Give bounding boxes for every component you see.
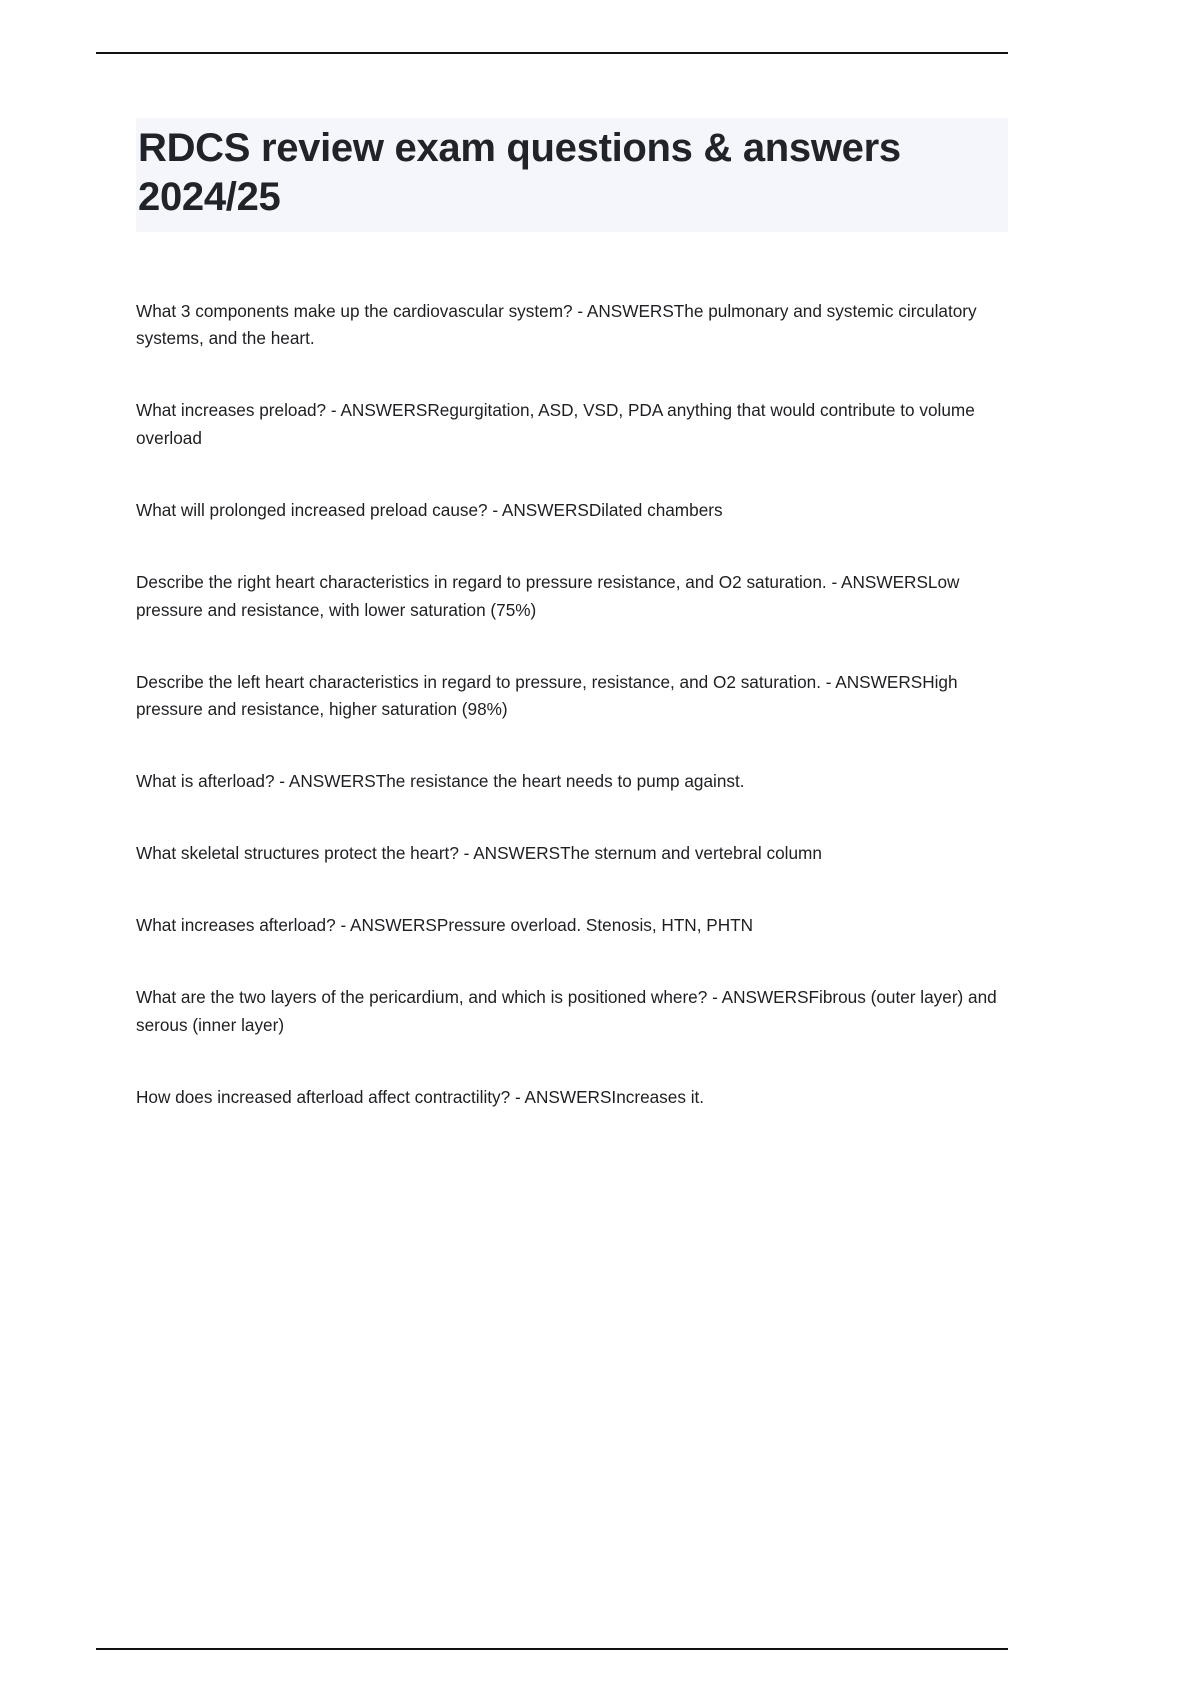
document-page	[48, 0, 1056, 1700]
title-highlight-block	[136, 118, 1008, 232]
page-title: RDCS review exam questions & answers 2024/25	[138, 126, 901, 219]
qa-item: What are the two layers of the pericardium, and which is positioned where? - ANSWERSFibrous (outer layer) and serous (inner layer)	[136, 986, 997, 1035]
qa-item: What increases preload? - ANSWERSRegurgitation, ASD, VSD, PDA anything that would contribute to volume overload	[136, 400, 975, 449]
footer-divider	[96, 1648, 1008, 1650]
qa-list	[136, 298, 1008, 1112]
qa-item: Describe the left heart characteristics in regard to pressure, resistance, and O2 saturation. - ANSWERSHigh pressure and resistance, higher saturation (98%)	[136, 671, 958, 720]
qa-item: What 3 components make up the cardiovascular system? - ANSWERSThe pulmonary and systemic circulatory systems, and the heart.	[136, 300, 977, 349]
document-content	[136, 118, 1008, 1111]
qa-item: What is afterload? - ANSWERSThe resistance the heart needs to pump against.	[136, 771, 745, 792]
qa-item: Describe the right heart characteristics in regard to pressure resistance, and O2 saturation. - ANSWERSLow pressure and resistance, with lower saturation (75%)	[136, 571, 960, 620]
qa-item: What increases afterload? - ANSWERSPressure overload. Stenosis, HTN, PHTN	[136, 915, 754, 936]
qa-item: What will prolonged increased preload cause? - ANSWERSDilated chambers	[136, 500, 723, 521]
qa-item: How does increased afterload affect contractility? - ANSWERSIncreases it.	[136, 1086, 705, 1107]
header-divider	[96, 52, 1008, 54]
qa-item: What skeletal structures protect the heart? - ANSWERSThe sternum and vertebral column	[136, 843, 822, 864]
